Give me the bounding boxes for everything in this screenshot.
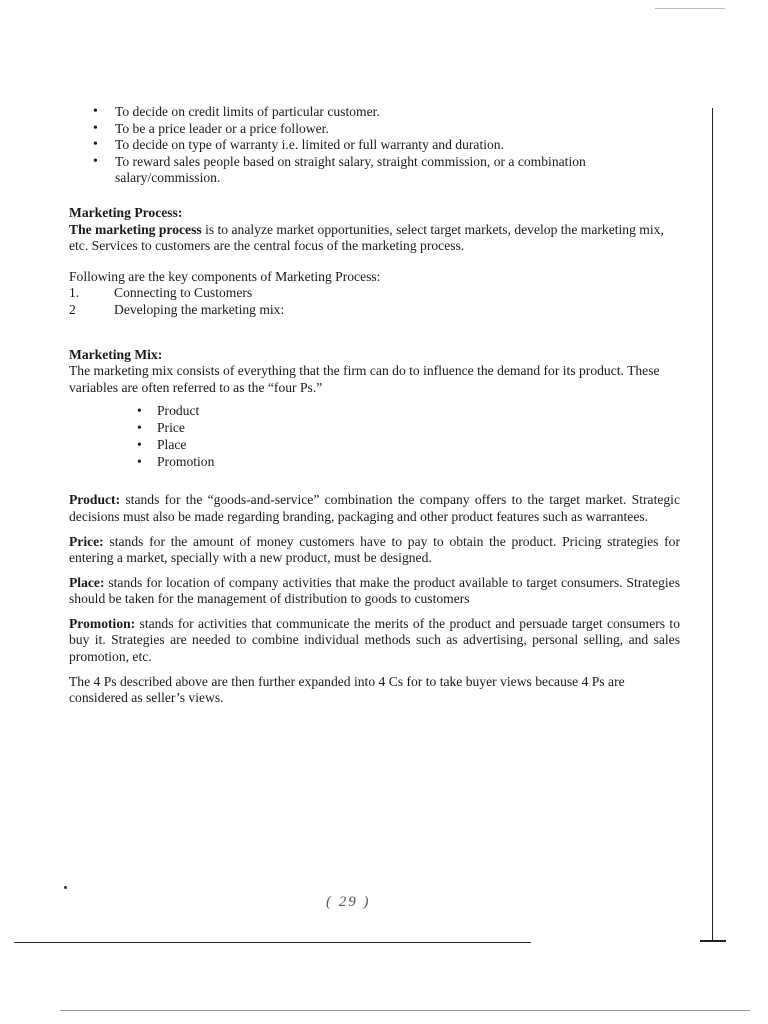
list-item: • To reward sales people based on straight salary, straight commission, or a combination salary/commission. [115,154,680,187]
list-number: 2 [69,301,76,317]
components-intro: Following are the key components of Marketing Process: [69,268,381,284]
page-number: ( 29 ) [326,894,371,910]
list-item: • To be a price leader or a price follower. [115,121,680,138]
list-number: 1. [69,285,80,301]
scan-edge-rule [60,1010,750,1011]
list-text: Developing the marketing mix: [114,301,285,317]
list-item: • Product [157,402,680,419]
marketing-mix-paragraph: The marketing mix consists of everything that the firm can do to influence the demand for its product. These variables are often referred to as the “four Ps.” [69,363,660,395]
scan-speck [64,886,67,889]
definition-term: Product: [69,492,121,508]
margin-rule [712,108,713,942]
scan-artifact [655,8,725,9]
list-item: • Place [157,436,680,453]
definition-term: Place: [69,574,105,590]
components-list [69,285,680,318]
intro-bullet-list [69,104,680,187]
definition-text: stands for location of company activities that make the product available to target consumers. Strategies should be taken for the management of distribution to goods to customers [69,574,680,607]
definition-term: Price: [69,533,104,549]
footer-rule [14,942,531,943]
marketing-process-definition: is to analyze market opportunities, select target markets, develop the marketing mix, etc. Services to customers are the central focus of the marketing process. [69,221,664,254]
list-item [69,285,680,302]
list-item: • Price [157,419,680,436]
closing-paragraph: The 4 Ps described above are then further expanded into 4 Cs for to take buyer views because 4 Ps are considered as seller’s views. [69,673,625,706]
definition-price [69,534,680,567]
definition-text: stands for the “goods-and-service” combination the company offers to the target market. Strategic decisions must also be made regarding branding, packaging and other product features such as warrantees. [69,492,680,524]
list-item: • To decide on credit limits of particular customer. [115,104,680,121]
definition-text: stands for the amount of money customers have to pay to obtain the product. Pricing strategies for entering a market, specially with a new product, must be designed. [69,533,680,566]
marketing-process-heading: Marketing Process: [69,204,183,220]
marketing-process-paragraph [69,222,680,255]
definition-text: stands for activities that communicate the merits of the product and persuade target consumers to buy it. Strategies are needed to combine individual methods such as advertising, personal selling, and sales promotion, etc. [69,615,680,665]
page-content [69,104,680,707]
definition-place [69,575,680,608]
list-item: • Promotion [157,453,680,470]
four-ps-list [69,402,680,470]
list-item: • To decide on type of warranty i.e. limited or full warranty and duration. [115,137,680,154]
margin-rule-foot [700,940,726,942]
list-text: Connecting to Customers [114,285,253,301]
marketing-process-term: The marketing process [69,221,202,237]
definition-product [69,492,680,525]
list-item [69,302,680,319]
marketing-mix-heading: Marketing Mix: [69,346,163,362]
definition-promotion [69,616,680,666]
definition-term: Promotion: [69,615,136,631]
